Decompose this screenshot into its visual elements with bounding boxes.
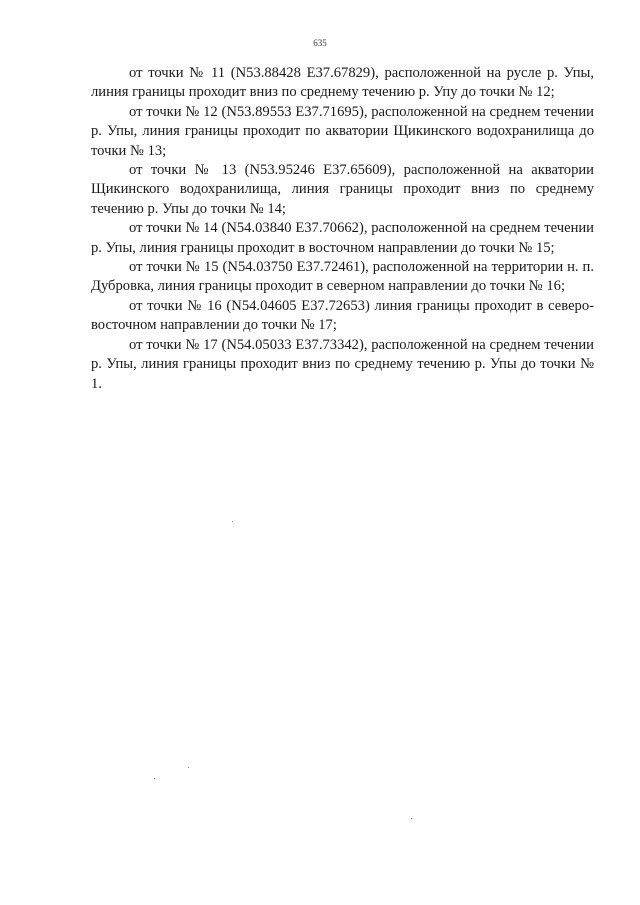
boundary-paragraph-point-11: от точки № 11 (N53.88428 E37.67829), расположенной на русле р. Упы, линия границы проходит вниз по среднему течению р. Упу до точки № 12; bbox=[91, 65, 594, 101]
boundary-paragraph-point-12: от точки № 12 (N53.89553 E37.71695), расположенной на среднем течении р. Упы, линия границы проходит по акватории Щикинского водохранилища до точки № 13; bbox=[91, 103, 594, 159]
boundary-paragraph-point-16: от точки № 16 (N54.04605 E37.72653) линия границы проходит в северо-восточном направлении до точки № 17; bbox=[91, 297, 594, 334]
boundary-paragraph-point-13: от точки № 13 (N53.95246 E37.65609), расположенной на акватории Щикинского водохранилища, линия границы проходит вниз по среднему течению р. Упы до точки № 14; bbox=[91, 162, 594, 217]
scan-speck bbox=[154, 778, 155, 779]
boundary-paragraph-point-15: от точки № 15 (N54.03750 E37.72461), расположенной на территории н. п. Дубровка, линия границы проходит в северном направлении до точки № 16; bbox=[91, 259, 594, 295]
scan-speck bbox=[188, 767, 189, 768]
page-number: 635 bbox=[313, 38, 327, 48]
document-body bbox=[91, 64, 594, 394]
boundary-paragraph-point-14: от точки № 14 (N54.03840 E37.70662), расположенной на среднем течении р. Упы, линия границы проходит в восточном направлении до точки № 15; bbox=[91, 220, 594, 256]
boundary-paragraph-point-17: от точки № 17 (N54.05033 E37.73342), расположенной на среднем течении р. Упы, линия границы проходит вниз по среднему течению р. Упы до точки № 1. bbox=[91, 336, 594, 392]
scan-speck bbox=[411, 818, 412, 819]
scan-speck bbox=[232, 521, 233, 522]
